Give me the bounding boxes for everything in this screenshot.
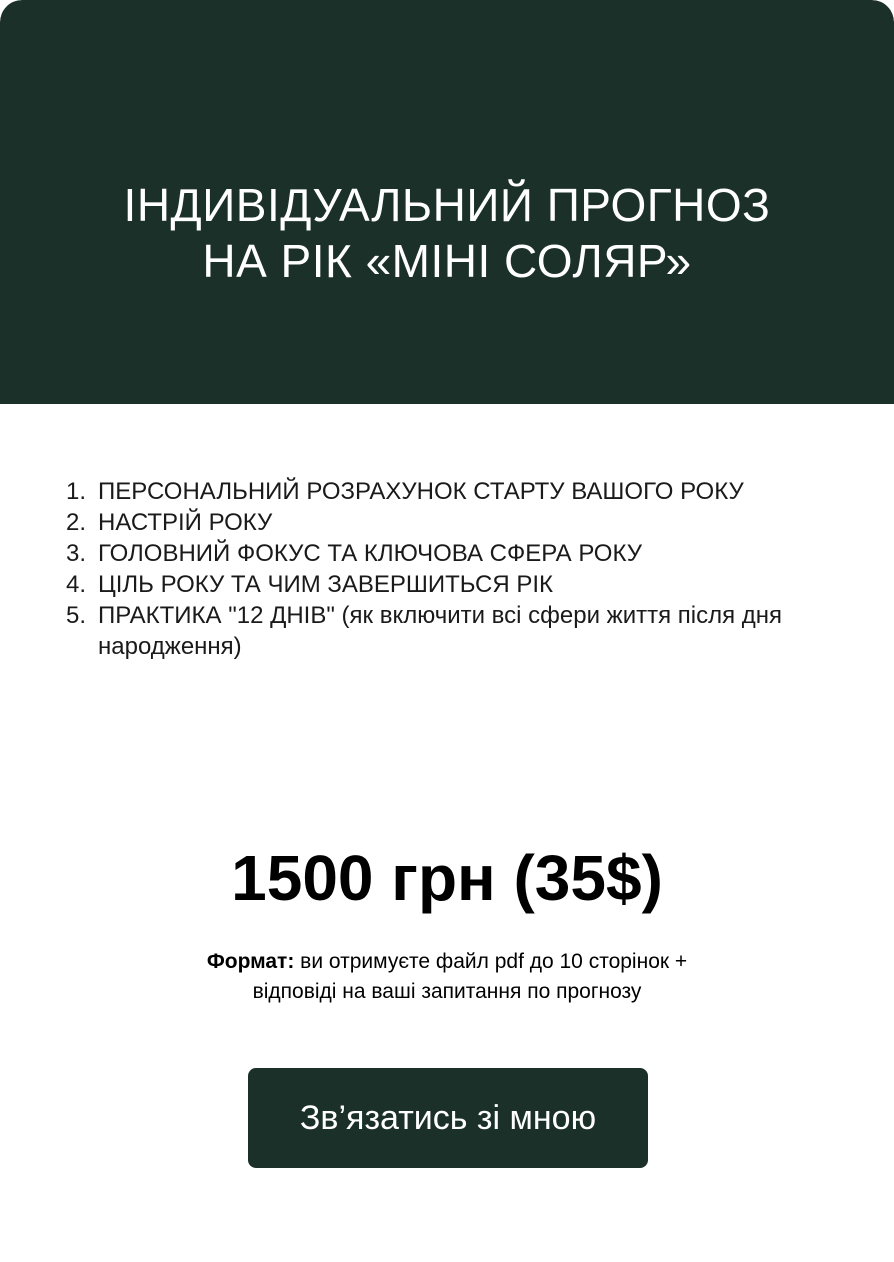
feature-number: 4. — [66, 571, 87, 598]
feature-item — [66, 600, 846, 662]
feature-text: ГОЛОВНИЙ ФОКУС ТА КЛЮЧОВА СФЕРА РОКУ — [98, 540, 642, 567]
title-line-2: НА РІК «МІНІ СОЛЯР» — [202, 234, 692, 287]
title-line-1: ІНДИВІДУАЛЬНИЙ ПРОГНОЗ — [123, 178, 771, 231]
format-description — [197, 947, 697, 1007]
feature-item — [66, 538, 846, 569]
feature-number: 3. — [66, 540, 87, 567]
offer-header — [0, 0, 894, 404]
feature-text: НАСТРІЙ РОКУ — [98, 509, 273, 536]
feature-item — [66, 476, 846, 507]
feature-text: ПРАКТИКА "12 ДНІВ" (як включити всі сфери життя після дня народження) — [98, 602, 783, 660]
feature-number: 5. — [66, 602, 87, 629]
format-label: Формат: — [206, 950, 295, 973]
offer-title — [0, 177, 894, 289]
feature-item — [66, 569, 846, 600]
feature-number: 1. — [66, 478, 87, 505]
feature-number: 2. — [66, 509, 87, 536]
feature-text: ПЕРСОНАЛЬНИЙ РОЗРАХУНОК СТАРТУ ВАШОГО РОКУ — [98, 478, 744, 505]
contact-me-button[interactable]: Зв’язатись зі мною — [248, 1068, 648, 1168]
format-text: ви отримуєте файл pdf до 10 сторінок + відповіді на ваші запитання по прогнозу — [252, 950, 688, 1003]
features-list — [66, 476, 846, 662]
feature-text: ЦІЛЬ РОКУ ТА ЧИМ ЗАВЕРШИТЬСЯ РІК — [98, 571, 553, 598]
price: 1500 грн (35$) — [231, 842, 663, 914]
feature-item — [66, 507, 846, 538]
